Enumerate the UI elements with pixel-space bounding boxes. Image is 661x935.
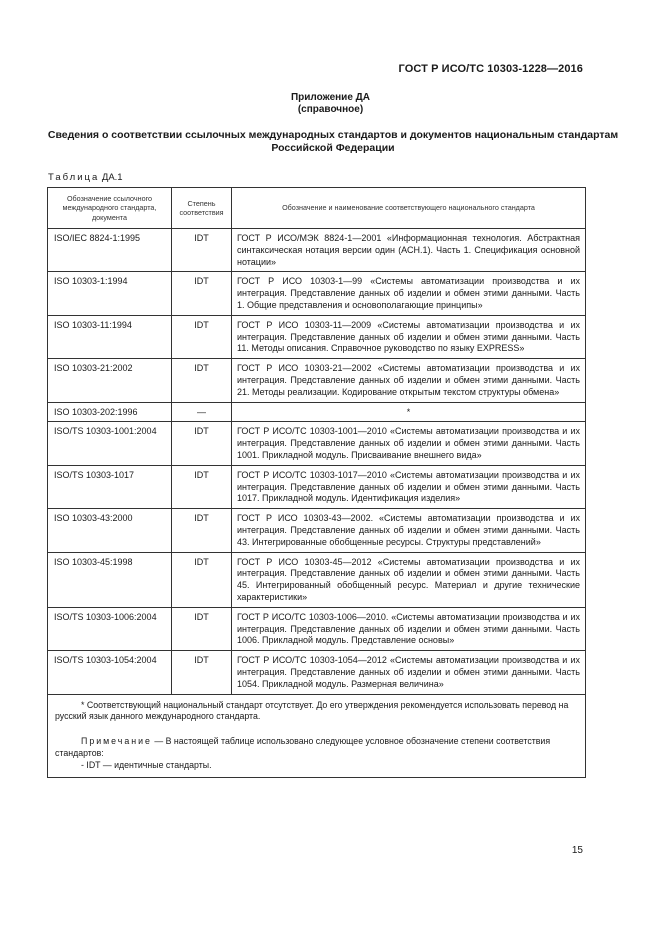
reference-cell: ISO 10303-11:1994 xyxy=(48,315,172,358)
table-row xyxy=(48,509,586,552)
degree-cell: IDT xyxy=(172,651,232,694)
reference-cell: ISO 10303-43:2000 xyxy=(48,509,172,552)
degree-cell: IDT xyxy=(172,272,232,315)
degree-cell: IDT xyxy=(172,359,232,402)
degree-cell: IDT xyxy=(172,552,232,607)
national-standard-cell: ГОСТ Р ИСО 10303-21—2002 «Системы автоматизации производства и их интеграция. Представление данных об изделии и обмен этими данными. Часть 21. Методы реализации. Кодирование открытым текстом структуры обмена» xyxy=(232,359,586,402)
appendix-heading xyxy=(0,92,661,116)
degree-cell: IDT xyxy=(172,509,232,552)
table-row xyxy=(48,651,586,694)
degree-cell: — xyxy=(172,402,232,422)
table-caption xyxy=(48,172,123,183)
note xyxy=(55,736,579,760)
table-row xyxy=(48,229,586,272)
reference-cell: ISO/TS 10303-1001:2004 xyxy=(48,422,172,465)
table-footer-row xyxy=(48,694,586,778)
reference-cell: ISO 10303-45:1998 xyxy=(48,552,172,607)
degree-cell: IDT xyxy=(172,422,232,465)
national-standard-cell: ГОСТ Р ИСО/ТС 10303-1017—2010 «Системы автоматизации производства и их интеграция. Представление данных об изделии и обмен этими данными. Часть 1017. Прикладной модуль. Идентификация изделия» xyxy=(232,465,586,508)
note-text: — В настоящей таблице использовано следующее условное обозначение степени соответствия стандартов: xyxy=(55,736,551,758)
national-standard-cell: * xyxy=(232,402,586,422)
reference-cell: ISO/TS 10303-1006:2004 xyxy=(48,607,172,650)
table-row xyxy=(48,552,586,607)
column-header-degree: Степень соответствия xyxy=(172,188,232,229)
footnote: * Соответствующий национальный стандарт отсутствует. До его утверждения рекомендуется использовать перевод на русский язык данного международного стандарта. xyxy=(55,699,569,722)
table-footer-cell xyxy=(48,694,586,778)
reference-cell: ISO 10303-202:1996 xyxy=(48,402,172,422)
table-caption-number: ДА.1 xyxy=(101,172,123,183)
table-caption-label: Таблица xyxy=(48,172,100,183)
degree-cell: IDT xyxy=(172,315,232,358)
table-row xyxy=(48,607,586,650)
note-label: Примечание xyxy=(81,736,152,747)
table-row xyxy=(48,359,586,402)
reference-cell: ISO 10303-1:1994 xyxy=(48,272,172,315)
national-standard-cell: ГОСТ Р ИСО 10303-1—99 «Системы автоматизации производства и их интеграция. Представление данных об изделии и обмен этими данными. Часть 1. Общие представления и основополагающие принципы» xyxy=(232,272,586,315)
national-standard-cell: ГОСТ Р ИСО 10303-43—2002. «Системы автоматизации производства и их интеграция. Представление данных об изделии и обмен этими данными. Часть 43. Интегрированные обобщенные ресурсы. Структуры представлений» xyxy=(232,509,586,552)
reference-cell: ISO/IEC 8824-1:1995 xyxy=(48,229,172,272)
column-header-national-standard: Обозначение и наименование соответствующего национального стандарта xyxy=(232,188,586,229)
national-standard-cell: ГОСТ Р ИСО 10303-11—2009 «Системы автоматизации производства и их интеграция. Представление данных об изделии и обмен этими данными. Часть 11. Методы описания. Справочное руководство по языку EXPRESS» xyxy=(232,315,586,358)
degree-cell: IDT xyxy=(172,607,232,650)
appendix-title: Приложение ДА xyxy=(290,92,371,103)
table-row xyxy=(48,315,586,358)
standard-designation-header: ГОСТ Р ИСО/ТС 10303-1228—2016 xyxy=(398,63,583,75)
table-row xyxy=(48,272,586,315)
page-number: 15 xyxy=(571,845,583,856)
national-standard-cell: ГОСТ Р ИСО 10303-45—2012 «Системы автоматизации производства и их интеграция. Представление данных об изделии и обмен этими данными. Часть 45. Интегрированный обобщенный ресурс. Материал и другие технические характеристики» xyxy=(232,552,586,607)
national-standard-cell: ГОСТ Р ИСО/ТС 10303-1001—2010 «Системы автоматизации производства и их интеграция. Представление данных об изделии и обмен этими данными. Часть 1001. Прикладной модуль. Присваивание внешнего вида» xyxy=(232,422,586,465)
degree-cell: IDT xyxy=(172,229,232,272)
correspondence-table xyxy=(47,187,586,778)
table-row xyxy=(48,465,586,508)
note-item: - IDT — идентичные стандарты. xyxy=(81,759,212,770)
section-title: Сведения о соответствии ссылочных международных стандартов и документов национальным стандартам Российской Федерации xyxy=(47,129,619,154)
appendix-subtitle: (справочное) xyxy=(297,104,364,115)
table-row xyxy=(48,402,586,422)
national-standard-cell: ГОСТ Р ИСО/МЭК 8824-1—2001 «Информационная технология. Абстрактная синтаксическая нотация версии один (АСН.1). Часть 1. Спецификация основной нотации» xyxy=(232,229,586,272)
reference-cell: ISO 10303-21:2002 xyxy=(48,359,172,402)
degree-cell: IDT xyxy=(172,465,232,508)
table-header-row xyxy=(48,188,586,229)
reference-cell: ISO/TS 10303-1054:2004 xyxy=(48,651,172,694)
national-standard-cell: ГОСТ Р ИСО/ТС 10303-1054—2012 «Системы автоматизации производства и их интеграция. Представление данных об изделии и обмен этими данными. Часть 1054. Прикладной модуль. Размерная величина» xyxy=(232,651,586,694)
column-header-reference: Обозначение ссылочного международного стандарта, документа xyxy=(48,188,172,229)
table-row xyxy=(48,422,586,465)
national-standard-cell: ГОСТ Р ИСО/ТС 10303-1006—2010. «Системы автоматизации производства и их интеграция. Представление данных об изделии и обмен этими данными. Часть 1006. Прикладной модуль. Представление основы» xyxy=(232,607,586,650)
reference-cell: ISO/TS 10303-1017 xyxy=(48,465,172,508)
